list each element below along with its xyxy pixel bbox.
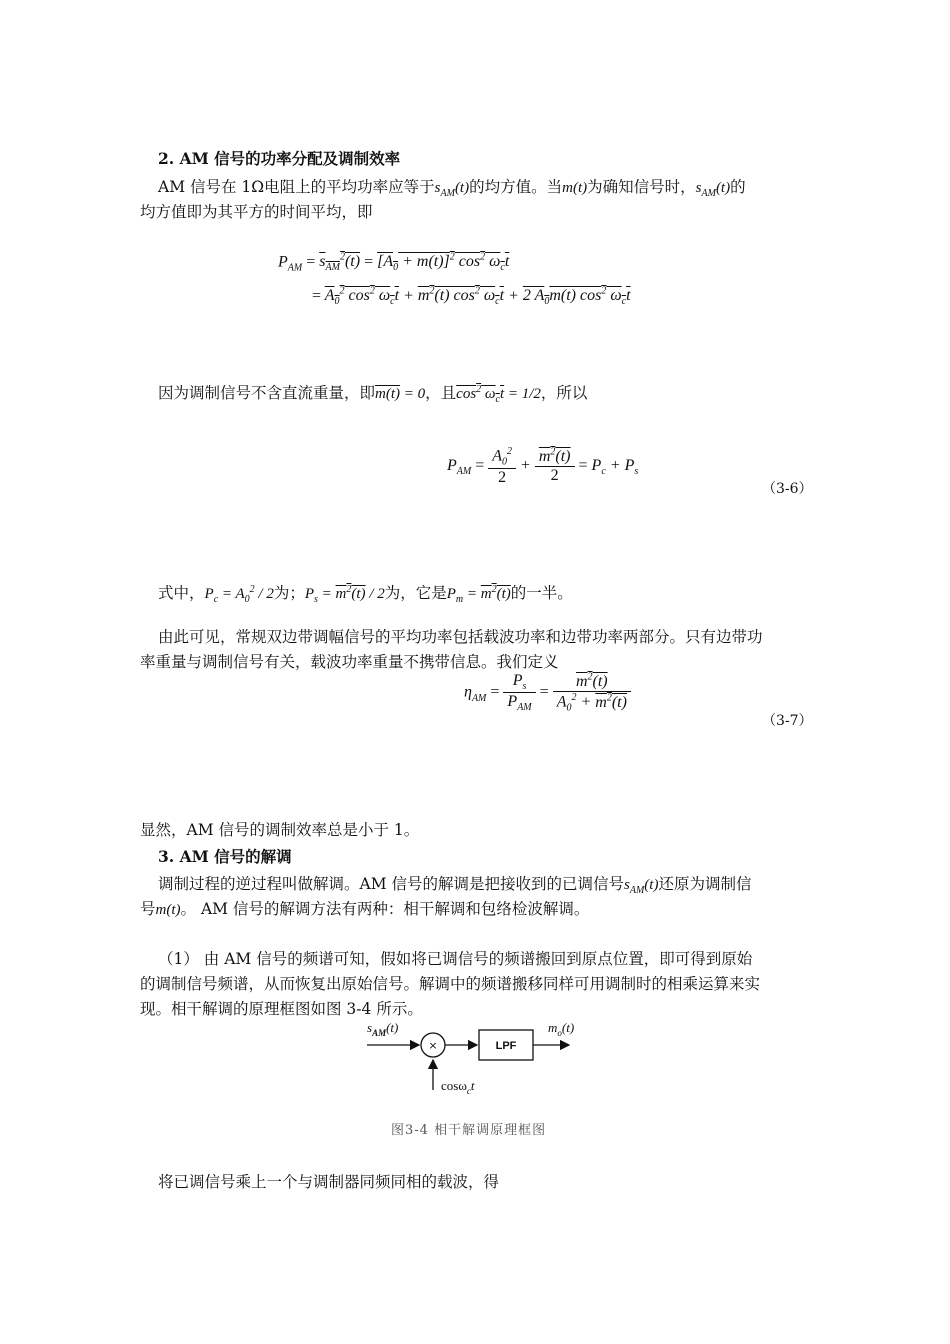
diagram-multiplier-symbol: × — [428, 1039, 438, 1052]
equation-pam-line-2: = $A_0^2$ $\cos^2 \omega_ct + m^2(t)$ $\cos^2 \omega_ct + 2$ $A_0m(t)$ $\cos^2 \omega_ct$ — [312, 286, 631, 308]
section-2-paragraph-1-line-2: 均方值即为其平方的时间平均，即 — [140, 203, 373, 221]
math-m-t: m(t) — [155, 902, 181, 918]
section-3-paragraph-2-line-1: （1） 由 AM 信号的频谱可知，假如将已调信号的频谱搬回到原点位置，即可得到原始 — [158, 950, 753, 968]
math-mean-m-zero: m(t) = 0 — [375, 386, 426, 402]
equation-3-6: $P_{AM}$ = $\frac{A_0^2}{2}$ + $\frac{m^2(t)}{2}$ = $P_c + P_s$ — [447, 446, 639, 486]
diagram-output-label: $m_o(t)$ — [548, 1020, 575, 1038]
section-3-paragraph-3: 将已调信号乘上一个与调制器同频同相的载波，得 — [158, 1173, 500, 1191]
math-s-am: $s_{AM}(t)$ — [695, 180, 731, 199]
section-3-paragraph-2-line-3: 现。相干解调的原理框图如图 3-4 所示。 — [140, 1000, 423, 1018]
diagram-carrier-label: cosω$_c$t — [441, 1078, 475, 1096]
section-3-paragraph-1-line-1: 调制过程的逆过程叫做解调。AM 信号的解调是把接收到的已调信号$s_{AM}(t)$还原为调制信 — [158, 875, 752, 896]
section-2-paragraph-3: 式中，$P_c = A_0^2 / 2$为；$P_s = m^2(t) / 2$为，它是$P_m = m^2(t)$的一半。 — [158, 584, 573, 605]
math-s-am: $s_{AM}(t)$ — [434, 180, 470, 199]
math-mean-cos-half: $\cos^2 \omega_ct = 1/2$ — [456, 384, 541, 405]
math-ps-def: $P_s = m^2(t) / 2$ — [304, 584, 385, 605]
section-3-paragraph-2-line-2: 的调制信号频谱，从而恢复出原始信号。解调中的频谱搬移同样可用调制时的相乘运算来实 — [140, 975, 761, 993]
section-2-paragraph-5: 显然，AM 信号的调制效率总是小于 1。 — [140, 821, 420, 839]
math-m-t: m(t) — [562, 180, 588, 196]
section-2-paragraph-1-line-1: AM 信号在 1Ω电阻上的平均功率应等于$s_{AM}(t)$的均方值。当m(t)为确知信号时，$s_{AM}(t)$的 — [158, 178, 746, 199]
diagram-input-label: $s_{AM}(t)$ — [367, 1020, 399, 1038]
section-2-heading: 2. AM 信号的功率分配及调制效率 — [158, 149, 401, 168]
section-2-paragraph-4-line-1: 由此可见，常规双边带调幅信号的平均功率包括载波功率和边带功率两部分。只有边带功 — [158, 628, 763, 646]
section-2-paragraph-2: 因为调制信号不含直流重量，即m(t) = 0，且$\cos^2 \omega_ct = 1/2$，所以 — [158, 384, 588, 405]
figure-caption: 图3-4 相干解调原理框图 — [391, 1123, 547, 1138]
math-pc-def: $P_c = A_0^2 / 2$ — [204, 584, 274, 605]
section-3-heading: 3. AM 信号的解调 — [158, 847, 292, 866]
equation-3-7: $\eta_{AM}$ = $\frac{P_s}{P_{AM}}$ = $\frac{m^2(t)}{A_0^2 + m^2(t)}$ — [464, 672, 631, 714]
equation-number-3-6: （3-6） — [762, 481, 813, 497]
equation-number-3-7: （3-7） — [762, 713, 813, 729]
math-s-am: $s_{AM}(t)$ — [624, 877, 659, 896]
diagram-lpf-label: LPF — [495, 1040, 517, 1052]
section-2-paragraph-4-line-2: 率重量与调制信号有关，载波功率重量不携带信息。我们定义 — [140, 653, 559, 671]
math-pm-def: $P_m = m^2(t)$ — [446, 584, 511, 605]
section-3-paragraph-1-line-2: 号m(t)。 AM 信号的解调方法有两种：相干解调和包络检波解调。 — [140, 900, 590, 918]
equation-pam-line-1: $P_{AM} = s_{AM}^2(t) = [A_0 + m(t)]^2$ $\cos^2 \omega_ct$ — [278, 252, 510, 274]
